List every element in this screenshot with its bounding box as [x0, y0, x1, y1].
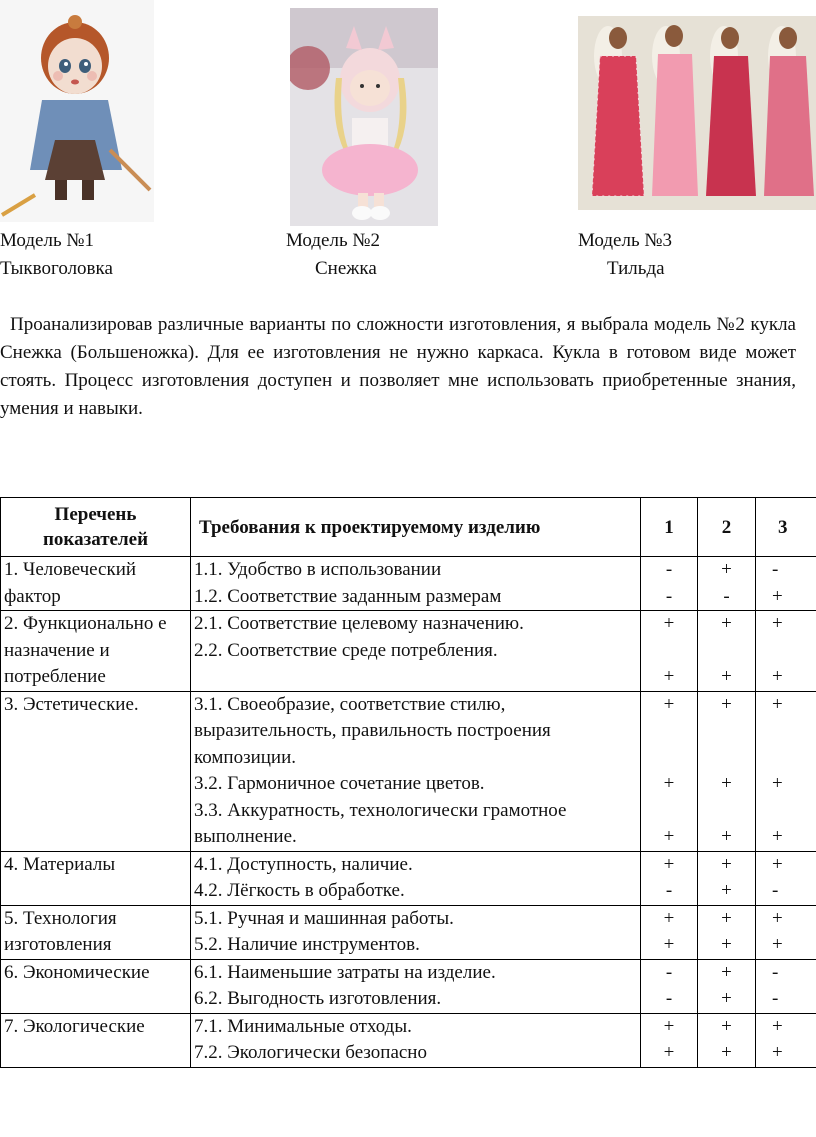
assessment-mark: +: [721, 773, 732, 794]
model-1-marks: [641, 905, 698, 959]
model-3-marks: [756, 691, 816, 851]
assessment-mark: +: [772, 1042, 783, 1063]
requirements-cell: [191, 905, 641, 959]
model-2-marks: [698, 1013, 756, 1067]
requirements-cell: [191, 557, 641, 611]
model-3-marks: [756, 557, 816, 611]
indicator-group: 1. Человеческий фактор: [1, 557, 191, 611]
assessment-mark: -: [772, 559, 779, 580]
table-row: [1, 851, 816, 905]
requirements-cell: [191, 611, 641, 692]
assessment-mark: +: [721, 1042, 732, 1063]
header-indicators: Перечень показателей: [1, 498, 191, 557]
requirements-cell: [191, 691, 641, 851]
model-2-marks: [698, 611, 756, 692]
assessment-mark: +: [721, 1015, 732, 1037]
assessment-mark: +: [663, 693, 675, 715]
assessment-mark: [772, 745, 816, 772]
assessment-mark: +: [663, 907, 675, 929]
assessment-mark: +: [772, 773, 783, 794]
requirement-item: 2.2. Соответствие среде потребления.: [194, 639, 498, 661]
assessment-mark: [644, 718, 694, 745]
table-row: [1, 691, 816, 851]
doll-illustration-snezhka: [290, 8, 438, 226]
requirement-item: 4.2. Лёгкость в обработке.: [194, 880, 405, 901]
header-model-1: 1: [641, 498, 698, 557]
model-3-marks: [756, 905, 816, 959]
assessment-mark: [772, 718, 816, 745]
assessment-mark: +: [772, 934, 783, 955]
indicator-group: 7. Экологические: [1, 1013, 191, 1067]
model-2-name: Снежка: [315, 258, 377, 279]
assessment-mark: [701, 745, 752, 772]
model-3-marks: [756, 851, 816, 905]
intro-paragraph: Проанализировав различные варианты по сложности изготовления, я выбрала модель №2 кукла Снежка (Большеножка). Для ее изготовления не нужно каркаса. Кукла в готовом виде может стоять. Процесс изготовления доступен и позволяет мне использовать приобретенные знания, умения и навыки.: [0, 314, 796, 419]
model-1-marks: [641, 1013, 698, 1067]
indicator-group: 6. Экономические: [1, 959, 191, 1013]
assessment-mark: +: [772, 613, 783, 634]
model-3-number: Модель №3: [578, 230, 672, 251]
header-model-3: 3: [756, 498, 816, 557]
assessment-mark: [701, 718, 752, 745]
table-row: [1, 557, 816, 611]
table-row: [1, 611, 816, 692]
assessment-mark: +: [721, 961, 732, 983]
assessment-mark: +: [772, 853, 783, 875]
model-3-marks: [756, 1013, 816, 1067]
indicator-group: 3. Эстетические.: [1, 691, 191, 851]
doll-photo-model-3: [578, 16, 816, 210]
assessment-mark: +: [663, 613, 675, 634]
doll-photo-model-1: [0, 0, 154, 222]
requirement-item: 2.1. Соответствие целевому назначению.: [194, 613, 524, 634]
model-2-marks: [698, 851, 756, 905]
assessment-mark: +: [663, 826, 675, 847]
model-1-marks: [641, 851, 698, 905]
assessment-mark: +: [721, 853, 732, 875]
table-row: [1, 905, 816, 959]
assessment-mark: +: [663, 666, 675, 687]
doll-illustration-tilda: [578, 16, 816, 210]
model-3-marks: [756, 611, 816, 692]
model-1-number: Модель №1: [0, 230, 94, 251]
assessment-mark: -: [723, 585, 730, 607]
assessment-mark: [772, 638, 816, 665]
assessment-mark: -: [665, 559, 673, 580]
assessment-mark: +: [663, 1042, 675, 1063]
doll-photo-model-2: [290, 8, 438, 226]
requirement-item: 6.1. Наименьшие затраты на изделие.: [194, 961, 496, 983]
assessment-mark: +: [721, 613, 732, 634]
requirement-item: 3.1. Своеобразие, соответствие стилю, выразительность, правильность построения композиции.: [194, 693, 551, 768]
model-1-marks: [641, 691, 698, 851]
assessment-mark: +: [772, 907, 783, 929]
requirement-item: 6.2. Выгодность изготовления.: [194, 988, 442, 1009]
assessment-mark: +: [663, 1015, 675, 1037]
model-3-name: Тильда: [607, 258, 665, 279]
model-2-number: Модель №2: [286, 230, 380, 251]
assessment-mark: +: [663, 773, 675, 794]
table-row: [1, 959, 816, 1013]
header-model-2: 2: [698, 498, 756, 557]
assessment-mark: [701, 638, 752, 665]
assessment-mark: [644, 638, 694, 665]
assessment-mark: +: [663, 853, 675, 875]
requirement-item: 3.2. Гармоничное сочетание цветов.: [194, 773, 485, 794]
assessment-mark: -: [772, 961, 779, 983]
assessment-mark: +: [721, 559, 732, 580]
requirement-item: 5.1. Ручная и машинная работы.: [194, 907, 454, 929]
assessment-mark: -: [772, 988, 779, 1009]
model-3-marks: [756, 959, 816, 1013]
table-header-row: [1, 498, 816, 557]
model-2-marks: [698, 959, 756, 1013]
assessment-mark: +: [721, 826, 732, 847]
requirement-item: 1.1. Удобство в использовании: [194, 559, 442, 580]
requirement-item: 7.2. Экологически безопасно: [194, 1042, 427, 1063]
requirements-cell: [191, 1013, 641, 1067]
assessment-mark: +: [721, 666, 732, 687]
assessment-mark: +: [772, 666, 783, 687]
assessment-mark: +: [721, 907, 732, 929]
assessment-mark: +: [772, 693, 783, 715]
assessment-mark: -: [665, 988, 673, 1009]
assessment-mark: -: [665, 585, 673, 607]
requirements-cell: [191, 851, 641, 905]
assessment-mark: [701, 798, 752, 825]
requirement-item: 7.1. Минимальные отходы.: [194, 1015, 412, 1037]
model-1-marks: [641, 557, 698, 611]
indicator-group: 5. Технология изготовления: [1, 905, 191, 959]
requirement-item: 4.1. Доступность, наличие.: [194, 853, 413, 875]
model-2-marks: [698, 905, 756, 959]
doll-illustration-pumpkinhead: [0, 0, 154, 222]
requirements-cell: [191, 959, 641, 1013]
header-requirements: Требования к проектируемому изделию: [191, 498, 641, 557]
assessment-mark: +: [721, 988, 732, 1009]
assessment-mark: +: [772, 826, 783, 847]
assessment-mark: +: [721, 934, 732, 955]
model-1-marks: [641, 959, 698, 1013]
requirement-item: 3.3. Аккуратность, технологически грамотное выполнение.: [194, 799, 567, 847]
model-2-marks: [698, 557, 756, 611]
requirement-item: 5.2. Наличие инструментов.: [194, 934, 420, 955]
table-row: [1, 1013, 816, 1067]
assessment-mark: [644, 798, 694, 825]
assessment-mark: [772, 798, 816, 825]
assessment-mark: +: [772, 1015, 783, 1037]
model-2-marks: [698, 691, 756, 851]
indicator-group: 2. Функционально е назначение и потребление: [1, 611, 191, 692]
assessment-mark: -: [665, 961, 673, 983]
model-1-marks: [641, 611, 698, 692]
assessment-mark: +: [663, 934, 675, 955]
assessment-mark: -: [665, 880, 673, 901]
requirement-item: 1.2. Соответствие заданным размерам: [194, 585, 502, 607]
model-1-name: Тыквоголовка: [0, 258, 113, 279]
indicator-group: 4. Материалы: [1, 851, 191, 905]
assessment-mark: +: [721, 693, 732, 715]
requirements-table: [0, 497, 816, 1068]
assessment-mark: -: [772, 880, 779, 901]
assessment-mark: +: [772, 585, 783, 607]
assessment-mark: +: [721, 880, 732, 901]
assessment-mark: [644, 745, 694, 772]
